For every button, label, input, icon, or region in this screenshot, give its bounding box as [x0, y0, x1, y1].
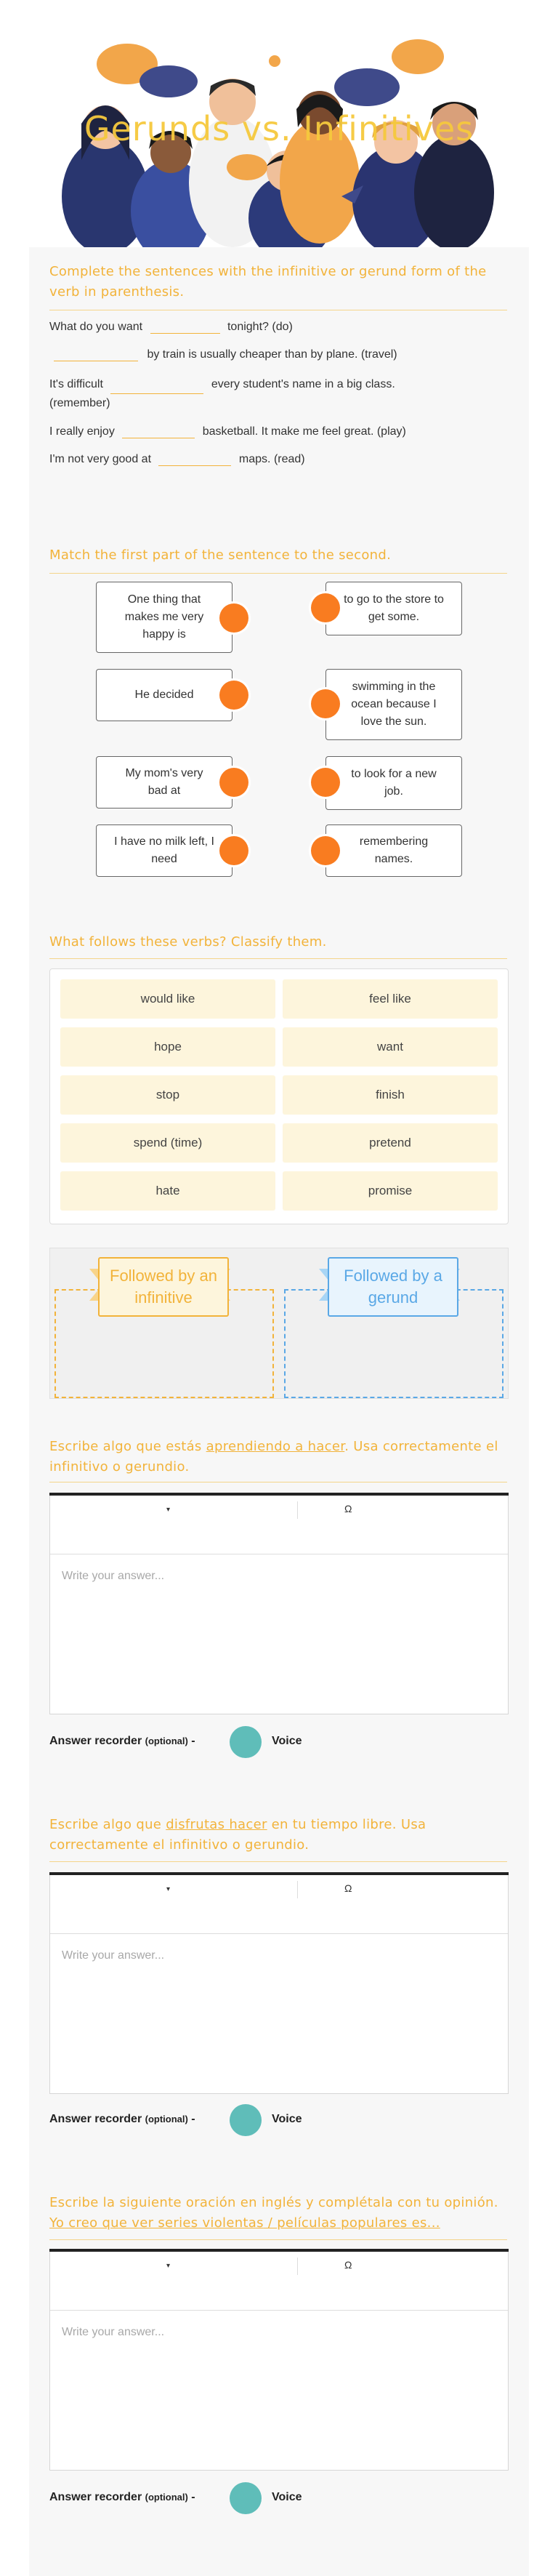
- voice-record-button-3[interactable]: [230, 2482, 262, 2514]
- voice-record-button-1[interactable]: [230, 1726, 262, 1758]
- recorder-dash: -: [187, 2491, 195, 2503]
- editor-toolbar: [50, 1875, 508, 1934]
- toolbar-separator: [297, 1881, 298, 1898]
- prompt-underlined: populares es...: [336, 2215, 440, 2231]
- blank-input-5[interactable]: [158, 452, 231, 466]
- match-right-3[interactable]: to look for a new job.: [326, 756, 462, 810]
- section3-divider: [49, 958, 507, 959]
- chip-finish[interactable]: finish: [283, 1075, 498, 1115]
- editor-toolbar: [50, 1496, 508, 1554]
- chip-want[interactable]: want: [283, 1027, 498, 1067]
- chip-feel-like[interactable]: feel like: [283, 979, 498, 1019]
- prompt-underlined: aprendiendo a hacer: [206, 1439, 345, 1454]
- sentence-4: [49, 425, 514, 438]
- voice-label-3: Voice: [272, 2491, 302, 2503]
- voice-record-button-2[interactable]: [230, 2104, 262, 2136]
- section5-title: [49, 1815, 507, 1855]
- chip-would-like[interactable]: would like: [60, 979, 275, 1019]
- chip-hope[interactable]: hope: [60, 1027, 275, 1067]
- match-handle-left-1[interactable]: [219, 603, 248, 633]
- chip-spend-time[interactable]: spend (time): [60, 1123, 275, 1163]
- prompt-underlined: Yo creo que ver series violentas: [49, 2215, 264, 2231]
- match-right-1[interactable]: to go to the store to get some.: [326, 582, 462, 635]
- sentence-3: [49, 375, 514, 413]
- sentence-text: tonight? (do): [227, 321, 293, 333]
- section4-title: [49, 1437, 507, 1477]
- answer-recorder-label-1: [49, 1735, 195, 1748]
- recorder-label: Answer recorder: [49, 2491, 142, 2503]
- hero-banner: [0, 0, 558, 262]
- section2-title: Match the first part of the sentence to the second.: [49, 547, 392, 563]
- answer-placeholder[interactable]: Write your answer...: [62, 1570, 165, 1582]
- format-dropdown-icon[interactable]: ▾: [166, 1506, 171, 1514]
- blank-input-3[interactable]: [110, 380, 203, 394]
- chip-hate[interactable]: hate: [60, 1171, 275, 1211]
- sentence-text: It's difficult: [49, 378, 103, 390]
- section3-title: What follows these verbs? Classify them.: [49, 934, 327, 950]
- voice-label-1: Voice: [272, 1735, 302, 1747]
- answer-editor-3[interactable]: [49, 2251, 509, 2471]
- recorder-label: Answer recorder: [49, 1735, 142, 1747]
- blank-input-1[interactable]: [150, 320, 220, 334]
- target-label-gerund: Followed by a gerund: [328, 1257, 458, 1317]
- section6-divider: [49, 2239, 507, 2240]
- match-left-4[interactable]: I have no milk left, I need: [96, 824, 232, 877]
- answer-editor-1[interactable]: [49, 1495, 509, 1714]
- special-characters-icon[interactable]: Ω: [344, 1882, 352, 1894]
- match-left-2[interactable]: He decided: [96, 669, 232, 721]
- sentence-text: I'm not very good at: [49, 453, 152, 465]
- format-dropdown-icon[interactable]: ▾: [166, 2262, 171, 2270]
- sentence-1: [49, 320, 514, 334]
- answer-placeholder[interactable]: Write your answer...: [62, 1949, 165, 1962]
- match-handle-right-4[interactable]: [311, 836, 340, 865]
- chip-pretend[interactable]: pretend: [283, 1123, 498, 1163]
- answer-recorder-label-3: [49, 2491, 195, 2504]
- prompt-separator: /: [263, 2215, 278, 2231]
- section2-divider: [49, 573, 507, 574]
- classify-targets: [49, 1248, 509, 1399]
- answer-recorder-label-2: [49, 2113, 195, 2126]
- prompt-text: Escribe la siguiente oración en inglés y complétala con tu opinión.: [49, 2195, 498, 2210]
- prompt-text: en tu tiempo libre. Usa correctamente el infinitivo o gerundio.: [49, 1817, 426, 1853]
- section6-title: [49, 2193, 507, 2234]
- sentence-text: every student's name in a big class.: [211, 378, 395, 390]
- toolbar-separator: [297, 2258, 298, 2275]
- section5-divider: [49, 1861, 507, 1862]
- editor-toolbar: [50, 2252, 508, 2311]
- voice-label-2: Voice: [272, 2113, 302, 2125]
- special-characters-icon[interactable]: Ω: [344, 1503, 352, 1514]
- match-left-1[interactable]: One thing that makes me very happy is: [96, 582, 232, 653]
- recorder-dash: -: [187, 2113, 195, 2125]
- recorder-optional: (optional): [145, 2114, 188, 2124]
- match-right-2[interactable]: swimming in the ocean because I love the sun.: [326, 669, 462, 740]
- recorder-label: Answer recorder: [49, 2113, 142, 2125]
- sentence-2: [49, 348, 514, 361]
- classify-bank: [49, 968, 509, 1224]
- prompt-underlined: disfrutas hacer: [166, 1817, 267, 1832]
- recorder-dash: -: [187, 1735, 195, 1747]
- sentence-text: What do you want: [49, 321, 143, 333]
- prompt-underlined: películas: [277, 2215, 337, 2231]
- chip-promise[interactable]: promise: [283, 1171, 498, 1211]
- match-handle-right-3[interactable]: [311, 768, 340, 797]
- section1-title: Complete the sentences with the infinitive or gerund form of the verb in parenthesis.: [49, 264, 487, 300]
- chip-stop[interactable]: stop: [60, 1075, 275, 1115]
- toolbar-separator: [297, 1501, 298, 1519]
- recorder-optional: (optional): [145, 2492, 188, 2503]
- hero-title: Gerunds vs. Infinitives: [84, 109, 474, 148]
- match-right-4[interactable]: remembering names.: [326, 824, 462, 877]
- prompt-text: . Usa correctamente el infinitivo o gerundio.: [49, 1439, 498, 1474]
- match-handle-left-2[interactable]: [219, 681, 248, 710]
- sentence-text: maps. (read): [238, 453, 305, 465]
- sentence-text: (remember): [49, 397, 110, 409]
- answer-placeholder[interactable]: Write your answer...: [62, 2326, 165, 2338]
- sentence-text: by train is usually cheaper than by plane. (travel): [147, 348, 397, 361]
- sentence-text: basketball. It make me feel great. (play): [202, 425, 406, 438]
- prompt-text: Escribe algo que: [49, 1817, 166, 1832]
- prompt-text: Escribe algo que estás: [49, 1439, 206, 1454]
- match-handle-right-1[interactable]: [311, 593, 340, 622]
- match-left-3[interactable]: My mom's very bad at: [96, 756, 232, 808]
- recorder-optional: (optional): [145, 1736, 188, 1746]
- sentence-5: [49, 452, 514, 466]
- match-handle-left-3[interactable]: [219, 768, 248, 797]
- answer-editor-2[interactable]: [49, 1874, 509, 2094]
- blank-input-2[interactable]: [54, 348, 138, 361]
- match-handle-left-4[interactable]: [219, 836, 248, 865]
- match-handle-right-2[interactable]: [311, 689, 340, 718]
- sentence-text: I really enjoy: [49, 425, 115, 438]
- blank-input-4[interactable]: [122, 425, 195, 438]
- format-dropdown-icon[interactable]: ▾: [166, 1885, 171, 1893]
- target-label-infinitive: Followed by an infinitive: [98, 1257, 229, 1317]
- special-characters-icon[interactable]: Ω: [344, 2259, 352, 2271]
